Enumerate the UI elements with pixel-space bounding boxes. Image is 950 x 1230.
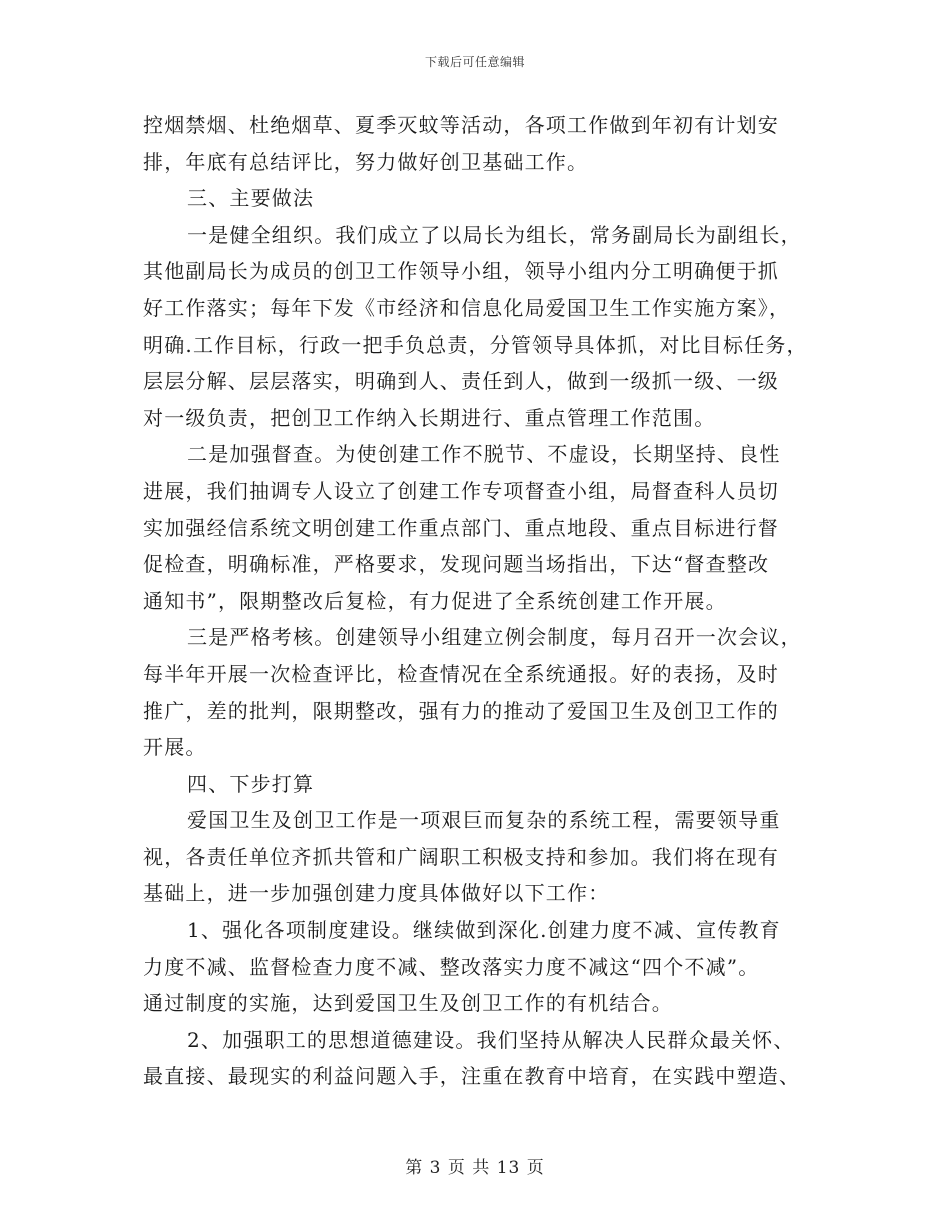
text-line: 力度不减、监督检查力度不减、整改落实力度不减这“四个不减”。 bbox=[143, 954, 760, 979]
page-number: 第 3 页 共 13 页 bbox=[405, 1158, 545, 1178]
text-line: 通过制度的实施，达到爱国卫生及创卫工作的有机结合。 bbox=[143, 991, 673, 1016]
text-line: 其他副局长为成员的创卫工作领导小组，领导小组内分工明确便于抓 bbox=[143, 259, 779, 284]
text-line: 爱国卫生及创卫工作是一项艰巨而复杂的系统工程，需要领导重 bbox=[187, 808, 781, 833]
text-line: 二是加强督查。为使创建工作不脱节、不虚设，长期坚持、良性 bbox=[187, 442, 781, 467]
text-line: 四、下步打算 bbox=[187, 771, 315, 796]
text-line: 开展。 bbox=[143, 735, 207, 760]
header-note: 下载后可任意编辑 bbox=[424, 55, 525, 69]
text-line: 2、加强职工的思想道德建设。我们坚持从解决人民群众最关怀、 bbox=[187, 1027, 795, 1052]
text-line: 一是健全组织。我们成立了以局长为组长，常务副局长为副组长， bbox=[187, 222, 802, 247]
text-line: 基础上，进一步加强创建力度具体做好以下工作： bbox=[143, 881, 610, 906]
text-line: 促检查，明确标准，严格要求，发现问题当场指出，下达“督查整改 bbox=[143, 552, 770, 577]
text-line: 排，年底有总结评比，努力做好创卫基础工作。 bbox=[143, 149, 589, 174]
text-line: 视，各责任单位齐抓共管和广阔职工积极支持和参加。我们将在现有 bbox=[143, 844, 779, 869]
text-line: 层层分解、层层落实，明确到人、责任到人，做到一级抓一级、一级 bbox=[143, 369, 779, 394]
text-line: 控烟禁烟、杜绝烟草、夏季灭蚊等活动，各项工作做到年初有计划安 bbox=[143, 113, 779, 137]
text-line: 最直接、最现实的利益问题入手，注重在教育中培育，在实践中塑造、 bbox=[143, 1064, 801, 1089]
text-line: 好工作落实；每年下发《市经济和信息化局爱国卫生工作实施方案》， bbox=[143, 295, 791, 320]
text-line: 推广，差的批判，限期整改，强有力的推动了爱国卫生及创卫工作的 bbox=[143, 698, 779, 723]
text-line: 每半年开展一次检查评比，检查情况在全系统通报。好的表扬，及时 bbox=[143, 661, 779, 686]
text-line: 通知书”，限期整改后复检，有力促进了全系统创建工作开展。 bbox=[143, 588, 727, 613]
text-line: 三是严格考核。创建领导小组建立例会制度，每月召开一次会议， bbox=[187, 625, 802, 650]
text-line: 明确.工作目标，行政一把手负总责，分管领导具体抓，对比目标任务， bbox=[143, 332, 808, 357]
text-line: 进展，我们抽调专人设立了创建工作专项督查小组，局督查科人员切 bbox=[143, 478, 779, 503]
text-line: 1、强化各项制度建设。继续做到深化.创建力度不减、宣传教育 bbox=[187, 918, 781, 943]
text-line: 对一级负责，把创卫工作纳入长期进行、重点管理工作范围。 bbox=[143, 405, 716, 430]
text-line: 实加强经信系统文明创建工作重点部门、重点地段、重点目标进行督 bbox=[143, 515, 779, 540]
text-line: 三、主要做法 bbox=[187, 186, 315, 211]
document-body bbox=[143, 107, 823, 1095]
